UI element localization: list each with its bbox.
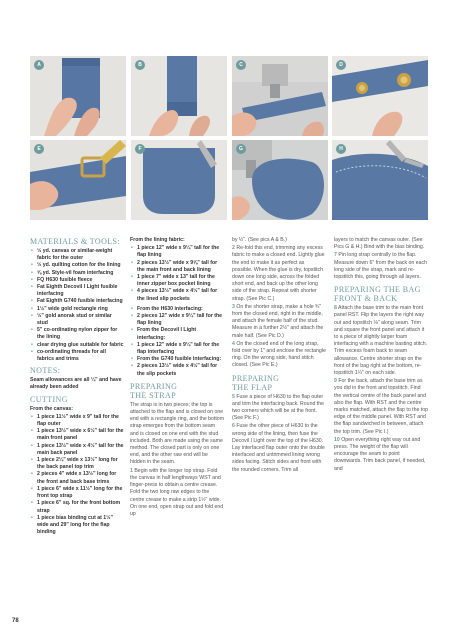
step-number: 6 xyxy=(232,423,235,430)
column-1 xyxy=(30,237,124,539)
step-number: 4 xyxy=(232,340,235,347)
article-text xyxy=(30,237,430,629)
photo-a xyxy=(30,56,126,136)
cutting-lead: From the canvas: xyxy=(30,405,73,412)
photo-e-image xyxy=(30,140,126,220)
bag-heading-line-2: FRONT & BACK xyxy=(334,294,398,304)
step-number: 8 xyxy=(334,305,337,312)
list-item: • ½" gold anorak stud or similar stud xyxy=(30,313,124,327)
step-number: 3 xyxy=(232,303,235,310)
list-item: • 1 piece 12" wide x 9¼" tall for the flap lining xyxy=(130,245,224,259)
list-item: • 1½" wide gold rectangle ring xyxy=(30,306,124,313)
list-item: • From the H630 interfacing: xyxy=(130,306,224,313)
photo-h xyxy=(332,140,428,220)
step-text: On the closed end of the long strap, fold over by 1" and enclose the rectangle ring. On the wrong side, hand stitch closed. (See Pic E.) xyxy=(232,340,326,369)
step-number: 1 xyxy=(130,467,133,474)
cutting-heading: CUTTING xyxy=(30,394,68,404)
step-number: 2 xyxy=(232,245,235,252)
cutting-list xyxy=(30,414,124,536)
strap-heading-line-2: THE STRAP xyxy=(130,390,177,400)
step-text: Re-fold this end, trimming any excess fabric to make a closed end. Lightly glue the end to make it as perfect as possible. When the glue is dry, topstitch down one long side, across the folded short end, and back up the other long side of the strap. Repeat with shorter strap. (See Pic C.) xyxy=(232,245,325,302)
photo-b xyxy=(131,56,227,136)
lining-lead: From the lining fabric: xyxy=(130,237,185,243)
photo-f xyxy=(131,140,227,220)
strap-heading xyxy=(130,382,224,400)
photo-d xyxy=(332,56,428,136)
flap-heading-line-2: THE FLAP xyxy=(232,382,273,392)
column-4-intro: layers to match the canvas outer. (See Pics G & H.) Bind with the bias binding. xyxy=(334,237,425,251)
list-item: • 1 piece 6" wide x 11½" long for the front top strap xyxy=(30,486,124,500)
photo-d-image xyxy=(332,56,428,136)
list-item: • 1 piece bias binding cut at 1½" wide and 29" long for the flap binding xyxy=(30,515,124,537)
list-item: • 1 piece 6" sq. for the front bottom strap xyxy=(30,500,124,514)
step-text: Begin with the longer top strap. Fold the canvas in half lengthways WST and finger-press to obtain a centre crease. Fold the two long raw edges to the centre crease to make a strip 1½" wide. On one end, open strap out and fold end up xyxy=(130,467,224,517)
step-text: Fuse the other piece of H630 to the wrong side of the lining, then fuse the Decovil I Light over the top of the H630. Lay interfaced flap outer onto the double interfaced and untrimmed lining wrong sides facing. Stitch sides and front with the rounded corners. Trim all xyxy=(232,423,325,473)
step-text: For the back, attach the base trim as you did in the front and topstitch. Find the vertical centre of the back panel and also the flap. With RST and the centre marks matched, attach the flap to the top edge of the middle panel. With RST and the flap sandwiched in between, attach the top trim. (See Pic I.) xyxy=(334,378,429,435)
photo-c-label: C xyxy=(236,60,246,70)
list-item: • 1 piece 2¼" wide x 13½" long for the back panel top trim xyxy=(30,457,124,471)
photo-g-image xyxy=(232,140,328,220)
step-number: 10 xyxy=(334,436,340,443)
list-item: • 1 piece 7" wide x 13" tall for the inner zipper box pocket lining xyxy=(130,274,224,288)
photo-d-label: D xyxy=(336,60,346,70)
list-item: • 2 pieces 13½" wide x 4½" tall for the slip pockets xyxy=(130,363,224,377)
photo-c-image xyxy=(232,56,328,136)
list-item: • 1 piece 12" wide x 9¼" tall for the flap interfacing xyxy=(130,342,224,356)
step-3 xyxy=(232,304,326,340)
strap-heading-line-1: PREPARING xyxy=(130,381,178,391)
h630-list xyxy=(130,306,224,378)
bag-heading xyxy=(334,285,428,303)
list-item: • 2 pieces 13½" wide x 9⅝" tall for the main front and back lining xyxy=(130,260,224,274)
photo-e xyxy=(30,140,126,220)
list-item: • ⅝ yd. Style-vil foam interfacing xyxy=(30,270,124,277)
step-number: 9 xyxy=(334,378,337,385)
step-2 xyxy=(232,245,326,303)
list-item: • From the Decovil I Light interfacing: xyxy=(130,327,224,341)
photo-c xyxy=(232,56,328,136)
list-item: • From the G740 fusible interfacing: xyxy=(130,356,224,363)
flap-heading-line-1: PREPARING xyxy=(232,373,280,383)
photo-grid xyxy=(30,56,428,226)
step-1 xyxy=(130,468,224,518)
list-item: • clear drying glue suitable for fabric xyxy=(30,342,124,349)
list-item: • Fat Eighth G740 fusible interfacing xyxy=(30,298,124,305)
flap-heading xyxy=(232,374,326,392)
photo-a-image xyxy=(30,56,126,136)
list-item: • 5" co-ordinating nylon zipper for the lining xyxy=(30,327,124,341)
step-text: Pin long strap centrally to the flap. Measure down 6" from the back on each long side of the strap, mark and re-topstitch this, going through all layers. xyxy=(334,252,427,281)
column-3-intro: by ½". (See pics A & B.) xyxy=(232,237,287,243)
column-3 xyxy=(232,237,326,475)
photo-b-label: B xyxy=(135,60,145,70)
photo-b-image xyxy=(131,56,227,136)
step-10 xyxy=(334,437,428,473)
materials-list xyxy=(30,248,124,363)
column-4 xyxy=(334,237,428,474)
step-5 xyxy=(232,394,326,423)
lining-list xyxy=(130,245,224,303)
photo-g xyxy=(232,140,328,220)
step-4 xyxy=(232,341,326,370)
list-item: • 2 pieces 4" wide x 13½" long for the front and back base trims xyxy=(30,471,124,485)
list-item: • Fat Eighth Decovil I Light fusible interfacing xyxy=(30,284,124,298)
step-9 xyxy=(334,378,428,436)
step-text: Fuse a piece of H630 to the flap outer and trim the interfacing back. Round the two corners which will be at the front. (See Pic F.) xyxy=(232,393,324,422)
step-text: Attach the base trim to the main front panel RST. Flip the layers the right way out and topstitch ⅛" along seam. Trim and square the front panel and attach it to a piece of slightly larger foam interfacing with a machine basting stitch. Trim excess foam back to seam allowance. Centre shorter strap on the front of the bag right at the bottom, re-topstitch 1¼" on each side. xyxy=(334,305,428,377)
step-7 xyxy=(334,252,428,281)
photo-f-image xyxy=(131,140,227,220)
photo-h-label: H xyxy=(336,144,346,154)
list-item: • ½ yd. canvas or similar-weight fabric for the outer xyxy=(30,248,124,262)
notes-text: Seam allowances are all ¼" and have already been added xyxy=(30,377,122,391)
list-item: • 1 piece 11½" wide x 9" tall for the flap outer xyxy=(30,414,124,428)
photo-a-label: A xyxy=(34,60,44,70)
list-item: • 4 pieces 13½" wide x 4½" tall for the lined slip pockets xyxy=(130,288,224,302)
step-6 xyxy=(232,423,326,473)
list-item: • 1 piece 13½" wide x 6½" tall for the main front panel xyxy=(30,428,124,442)
photo-e-label: E xyxy=(34,144,44,154)
list-item: • FQ H630 fusible fleece xyxy=(30,277,124,284)
list-item: • 2 pieces 12" wide x 9¼" tall for the flap lining xyxy=(130,313,224,327)
step-number: 7 xyxy=(334,252,337,259)
step-number: 5 xyxy=(232,393,235,400)
strap-intro: The strap is in two pieces; the top is attached to the flap and is closed on one end with a rectangle ring, and the bottom strap emerges from the bottom seam and is closed on one end with the stud included. Both are made using the same method. The closed part is only on one end, and the other raw end will be hidden in the seam. xyxy=(130,401,225,466)
materials-heading: MATERIALS & TOOLS: xyxy=(30,237,121,246)
photo-h-image xyxy=(332,140,428,220)
photo-g-label: G xyxy=(236,144,246,154)
list-item: • co-ordinating threads for all fabrics and trims xyxy=(30,349,124,363)
bag-heading-line-1: PREPARING THE BAG xyxy=(334,285,421,295)
column-2 xyxy=(130,237,224,519)
step-text: Open everything right way out and press. The weight of the flap will encourage the seam to point downwards. Trim back panel, if needed, and xyxy=(334,436,426,472)
list-item: • ½ yd. quilting cotton for the lining xyxy=(30,262,124,269)
step-8 xyxy=(334,305,428,377)
photo-f-label: F xyxy=(135,144,145,154)
notes-heading: NOTES: xyxy=(30,366,61,376)
step-text: On the shorter strap, make a hole ¾" from the closed end, right in the middle, and attach the female half of the stud. Measure in a further 2½" and attach the male half. (See Pic D.) xyxy=(232,303,324,339)
page-number: 78 xyxy=(12,618,19,624)
list-item: • 1 piece 13½" wide x 4½" tall for the main back panel xyxy=(30,443,124,457)
